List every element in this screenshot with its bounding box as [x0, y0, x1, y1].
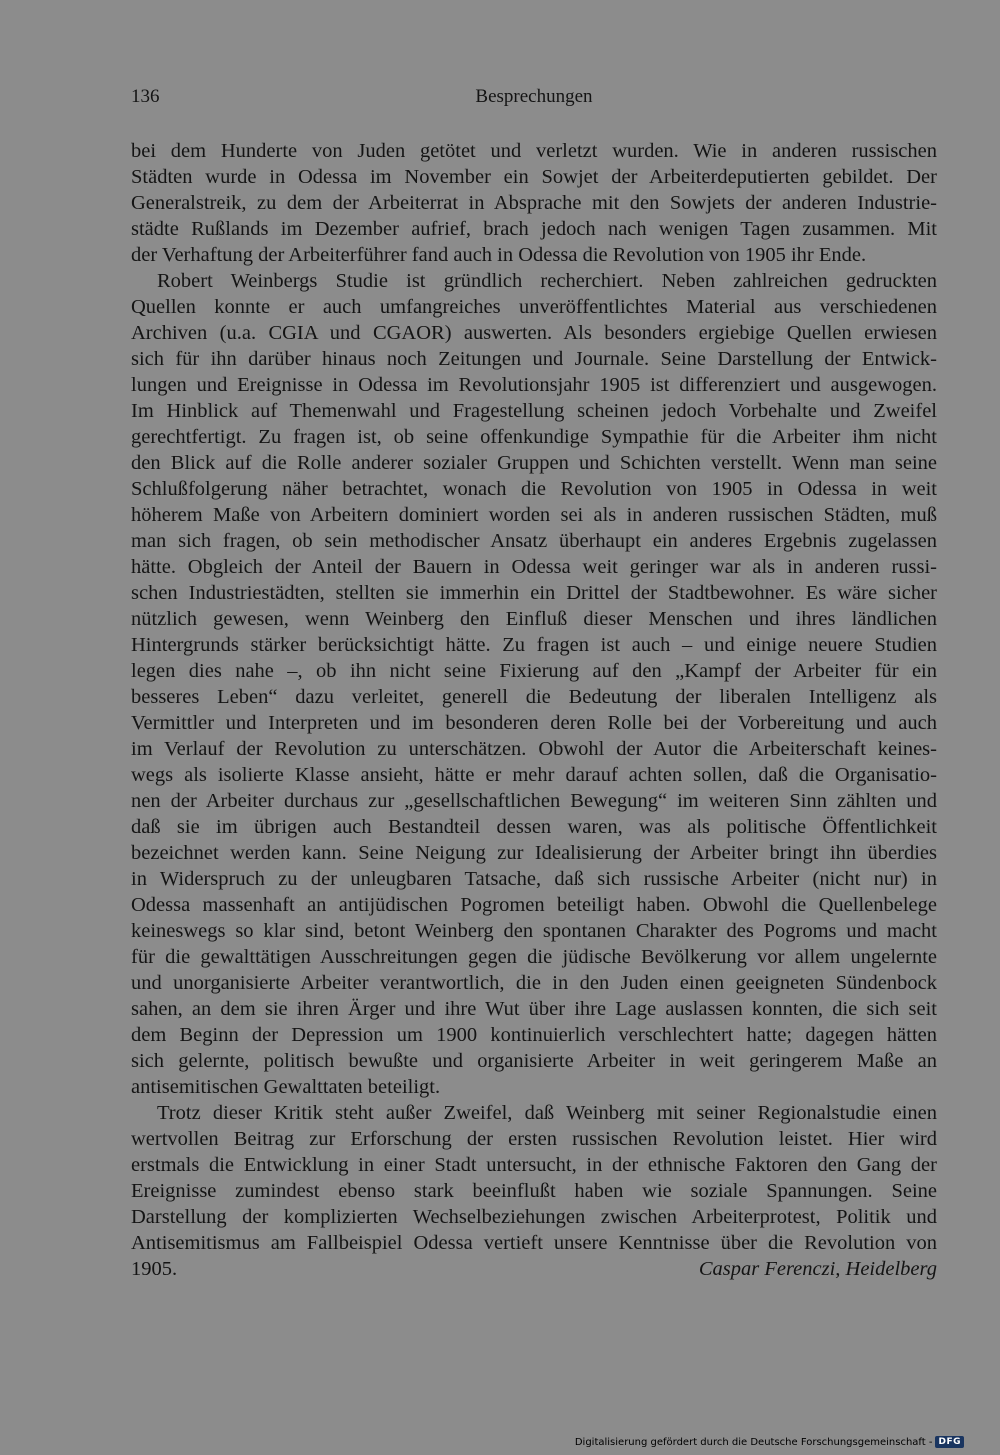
- text-line: Schlußfolgerung näher betrachtet, wonach die Revolution von 1905 in Odessa in weit: [131, 478, 937, 500]
- paragraph: [131, 138, 937, 268]
- text-line: Darstellung der komplizierten Wechselbeziehungen zwischen Arbeiterprotest, Politik und: [131, 1206, 937, 1228]
- digitization-footer: [575, 1436, 964, 1448]
- text-line: schen Industriestädten, stellten sie immerhin ein Drittel der Stadtbewohner. Es wäre sicher: [131, 582, 937, 604]
- text-line: Trotz dieser Kritik steht außer Zweifel, daß Weinberg mit seiner Regionalstudie einen: [157, 1102, 937, 1124]
- text-line: Odessa massenhaft an antijüdischen Pogromen beteiligt haben. Obwohl die Quellenbelege: [131, 894, 937, 916]
- text-line: städte Rußlands im Dezember aufrief, brach jedoch nach wenigen Tagen zusammen. Mit: [131, 218, 937, 240]
- text-line: bei dem Hunderte von Juden getötet und verletzt wurden. Wie in anderen russischen: [131, 140, 937, 162]
- review-body-text: [131, 138, 937, 1282]
- text-line: bezeichnet werden kann. Seine Neigung zur Idealisierung der Arbeiter bringt ihn überdies: [131, 842, 937, 864]
- text-line: für die gewalttätigen Ausschreitungen gegen die jüdische Bevölkerung vor allem ungelernte: [131, 946, 937, 968]
- text-line: Quellen konnte er auch umfangreiches unveröffentlichtes Material aus verschiedenen: [131, 296, 937, 318]
- running-head: Besprechungen: [475, 86, 593, 107]
- dfg-logo: DFG: [935, 1436, 964, 1448]
- reviewer-signature: Caspar Ferenczi, Heidelberg: [698, 1258, 937, 1280]
- text-line: daß sie im übrigen auch Bestandteil dessen waren, was als politische Öffentlichkeit: [131, 816, 937, 838]
- text-line: dem Beginn der Depression um 1900 kontinuierlich verschlechtert hatte; dagegen hätten: [131, 1024, 937, 1046]
- paragraph: [131, 268, 937, 1100]
- text-line: Robert Weinbergs Studie ist gründlich recherchiert. Neben zahlreichen gedruckten: [157, 270, 937, 292]
- text-line: besseres Leben“ dazu verleitet, generell die Bedeutung der liberalen Intelligenz als: [131, 686, 937, 708]
- text-line: den Blick auf die Rolle anderer sozialer Gruppen und Schichten verstellt. Wenn man seine: [131, 452, 937, 474]
- text-line: Archiven (u.a. CGIA und CGAOR) auswerten. Als besonders ergiebige Quellen erwiesen: [131, 322, 937, 344]
- text-line: Städten wurde in Odessa im November ein Sowjet der Arbeiterdeputierten gebildet. Der: [131, 166, 937, 188]
- text-line: Vermittler und Interpreten und im besonderen deren Rolle bei der Vorbereitung und auch: [131, 712, 937, 734]
- text-line: Antisemitismus am Fallbeispiel Odessa vertieft unsere Kenntnisse über die Revolution von: [131, 1232, 937, 1254]
- text-line: sahen, an dem sie ihren Ärger und ihre Wut über ihre Lage auslassen konnten, die sich seit: [131, 998, 937, 1020]
- closing-text: 1905.: [131, 1258, 178, 1280]
- text-line: wegs als isolierte Klasse ansieht, hätte er mehr darauf achten sollen, daß die Organisatio-: [131, 764, 937, 786]
- text-line: Ereignisse zumindest ebenso stark beeinflußt haben wie soziale Spannungen. Seine: [131, 1180, 937, 1202]
- text-line: lungen und Ereignisse in Odessa im Revolutionsjahr 1905 ist differenziert und ausgewogen.: [131, 374, 937, 396]
- text-line: hätte. Obgleich der Anteil der Bauern in Odessa weit geringer war als in anderen russi-: [131, 556, 937, 578]
- text-line: erstmals die Entwicklung in einer Stadt untersucht, in der ethnische Faktoren den Gang der: [131, 1154, 937, 1176]
- text-line: antisemitischen Gewalttaten beteiligt.: [131, 1076, 441, 1098]
- text-line: Generalstreik, zu dem der Arbeiterrat in Absprache mit den Sowjets der anderen Industrie-: [131, 192, 937, 214]
- text-line: keineswegs so klar sind, betont Weinberg den spontanen Charakter des Pogroms und macht: [131, 920, 937, 942]
- funding-note: Digitalisierung gefördert durch die Deutsche Forschungsgemeinschaft -: [574, 1436, 933, 1448]
- page-number: 136: [131, 86, 160, 107]
- text-line: legen dies nahe –, ob ihn nicht seine Fixierung auf den „Kampf der Arbeiter für ein: [131, 660, 937, 682]
- text-line: Hintergrunds stärker berücksichtigt hätte. Zu fragen ist auch – und einige neuere Studien: [131, 634, 937, 656]
- page-header: [131, 86, 937, 112]
- closing-line: [131, 1256, 937, 1282]
- text-line: gerechtfertigt. Zu fragen ist, ob seine offenkundige Sympathie für die Arbeiter ihm nicht: [131, 426, 937, 448]
- text-line: Im Hinblick auf Themenwahl und Fragestellung scheinen jedoch Vorbehalte und Zweifel: [131, 400, 937, 422]
- text-line: man sich fragen, ob sein methodischer Ansatz überhaupt ein anderes Ergebnis zugelassen: [131, 530, 937, 552]
- text-line: nen der Arbeiter durchaus zur „gesellschaftlichen Bewegung“ im weiteren Sinn zählten und: [131, 790, 937, 812]
- text-line: sich für ihn darüber hinaus noch Zeitungen und Journale. Seine Darstellung der Entwick-: [131, 348, 937, 370]
- text-line: in Widerspruch zu der unleugbaren Tatsache, daß sich russische Arbeiter (nicht nur) in: [131, 868, 937, 890]
- text-line: höherem Maße von Arbeitern dominiert worden sei als in anderen russischen Städten, muß: [131, 504, 937, 526]
- text-line: sich gelernte, politisch bewußte und organisierte Arbeiter in weit geringerem Maße an: [131, 1050, 937, 1072]
- text-line: wertvollen Beitrag zur Erforschung der ersten russischen Revolution leistet. Hier wird: [131, 1128, 937, 1150]
- text-line: nützlich gewesen, wenn Weinberg den Einfluß dieser Menschen und ihres ländlichen: [131, 608, 937, 630]
- text-line: und unorganisierte Arbeiter verantwortlich, die in den Juden einen geeigneten Sündenbock: [131, 972, 937, 994]
- text-line: der Verhaftung der Arbeiterführer fand auch in Odessa die Revolution von 1905 ihr Ende.: [131, 244, 867, 266]
- text-line: im Verlauf der Revolution zu unterschätzen. Obwohl der Autor die Arbeiterschaft keines-: [131, 738, 937, 760]
- paragraph: [131, 1100, 937, 1256]
